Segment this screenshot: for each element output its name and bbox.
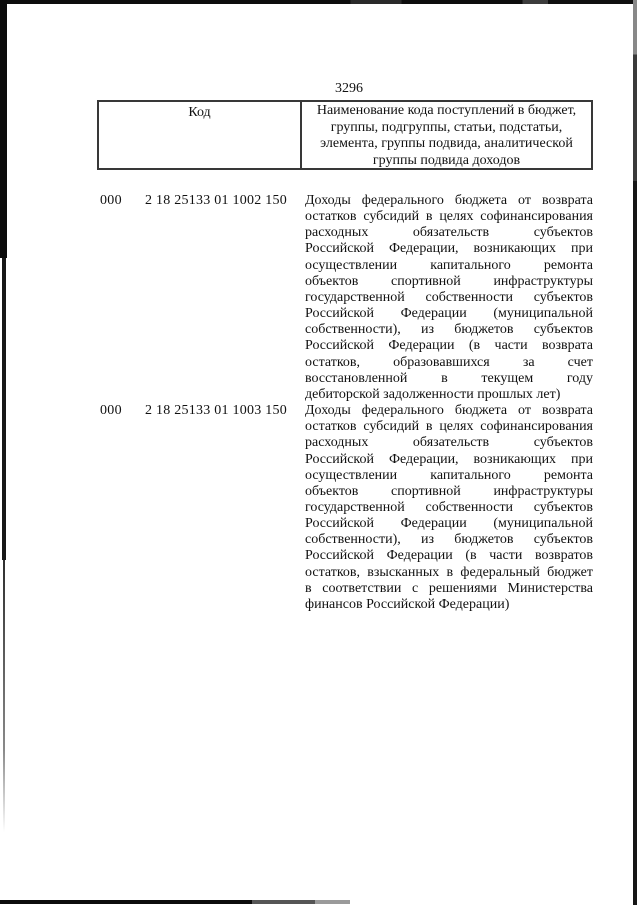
entry-description [305,403,593,613]
table-row [0,193,640,403]
admin-code: 000 [100,403,122,419]
description-line: собственности), из бюджетов субъектов [305,322,593,338]
description-line: Российской Федерации, возникающих при [305,451,593,467]
description-line: государственной собственности субъектов [305,289,593,305]
description-line: остатков субсидий в целях софинансирования [305,209,593,225]
description-line: осуществлении капитального ремонта [305,467,593,483]
description-line: расходных обязательств субъектов [305,225,593,241]
description-line: Российской Федерации (муниципальной [305,306,593,322]
description-line: дебиторской задолженности прошлых лет) [305,386,561,402]
description-line: Российской Федерации, возникающих при [305,241,593,257]
entries-list [0,193,640,613]
classification-code: 2 18 25133 01 1003 150 [145,403,287,419]
description-line: осуществлении капитального ремонта [305,257,593,273]
description-line: собственности), из бюджетов субъектов [305,532,593,548]
name-header-line: группы, подгруппы, статьи, подстатьи, [330,119,563,135]
scan-edge-top [0,0,637,4]
description-line: объектов спортивной инфраструктуры [305,273,593,289]
description-line: государственной собственности субъектов [305,499,593,515]
code-table-header [97,100,593,170]
code-column-header: Код [99,102,302,168]
description-line: остатков, взысканных в федеральный бюджет [305,564,593,580]
description-line: Российской Федерации (в части возврата [305,338,593,354]
description-line: Доходы федерального бюджета от возврата [305,403,593,419]
classification-code: 2 18 25133 01 1002 150 [145,193,287,208]
description-line: Российской Федерации (муниципальной [305,516,593,532]
admin-code: 000 [100,193,122,208]
description-line: расходных обязательств субъектов [305,435,593,451]
description-line: Доходы федерального бюджета от возврата [305,193,593,208]
description-line: остатков, образовавшихся за счет [305,354,593,370]
description-line: объектов спортивной инфраструктуры [305,483,593,499]
description-line: финансов Российской Федерации) [305,596,510,612]
name-header-line: группы подвида доходов [372,152,521,168]
table-row [0,403,640,613]
name-header-line: Наименование кода поступлений в бюджет, [316,103,577,118]
entry-description [305,193,593,403]
name-column-header [302,102,591,168]
description-line: в соответствии с решениями Министерства [305,580,593,596]
description-line: остатков субсидий в целях софинансирования [305,419,593,435]
name-header-line: элемента, группы подвида, аналитической [320,136,573,152]
page-number: 3296 [335,81,363,96]
description-line: Российской Федерации (в части возвратов [305,548,593,564]
scan-edge-bottom [0,900,350,904]
description-line: восстановленной в текущем году [305,370,593,386]
